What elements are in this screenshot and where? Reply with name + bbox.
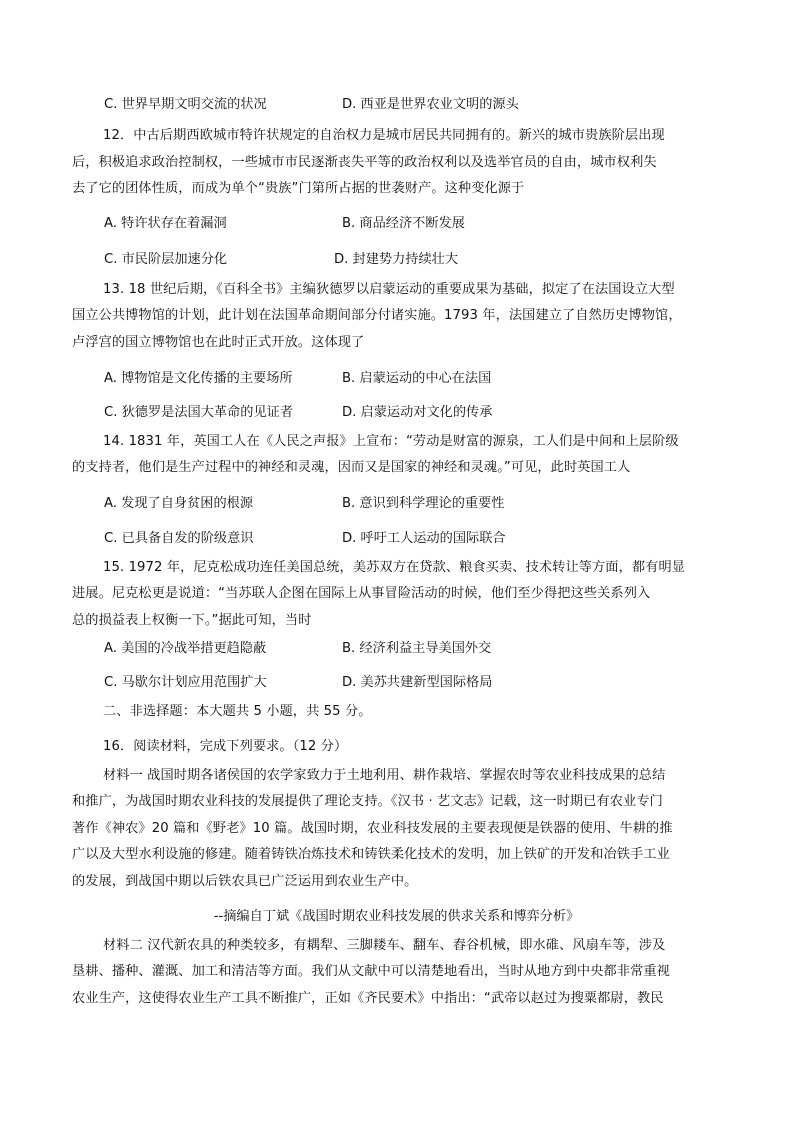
q14-option-b: B. 意识到科学理论的重要性 bbox=[342, 496, 505, 511]
q13-option-b: B. 启蒙运动的中心在法国 bbox=[342, 371, 492, 386]
q11-option-d: D. 西亚是世界农业文明的源头 bbox=[342, 97, 519, 112]
q13-option-c: C. 狄德罗是法国大革命的见证者 bbox=[104, 405, 294, 420]
q14-text-line-1: 14. 1831 年，英国工人在《人民之声报》上宣布：“劳动是财富的源泉，工人们是中间和上层阶级 bbox=[103, 434, 679, 449]
q16-material1-line-1: 材料一 战国时期各诸侯国的农学家致力于土地利用、耕作栽培、掌握农时等农业科技成果的总结 bbox=[103, 768, 666, 783]
q12-option-d: D. 封建势力持续壮大 bbox=[334, 252, 459, 267]
q16-material1-line-2: 和推广，为战国时期农业科技的发展提供了理论支持。《汉书 · 艺文志》记载，这一时期已有农业专门 bbox=[72, 794, 663, 809]
q13-text-line-3: 卢浮宫的国立博物馆也在此时正式开放。这体现了 bbox=[72, 335, 365, 350]
q11-option-c: C. 世界早期文明交流的状况 bbox=[104, 97, 267, 112]
q15-option-a: A. 美国的冷战举措更趋隐蔽 bbox=[104, 641, 267, 656]
q12-option-c: C. 市民阶层加速分化 bbox=[104, 252, 228, 267]
q13-option-d: D. 启蒙运动对文化的传承 bbox=[342, 405, 493, 420]
q16-material1-line-5: 的发展，到战国中期以后铁农具已广泛运用到农业生产中。 bbox=[72, 874, 418, 889]
q16-material1-line-4: 广以及大型水利设施的修建。随着铸铁冶炼技术和铸铁柔化技术的发明，加上铁矿的开发和冶铁手工业 bbox=[72, 847, 670, 862]
q13-option-a: A. 博物馆是文化传播的主要场所 bbox=[104, 371, 293, 386]
q16-title: 16．阅读材料，完成下列要求。（12 分） bbox=[103, 739, 348, 754]
q13-text-line-2: 国立公共博物馆的计划，此计划在法国革命期间部分付诸实施。1793 年，法国建立了自然历史博物馆， bbox=[72, 308, 682, 323]
q15-text-line-2: 进展。尼克松更是说道：“当苏联人企图在国际上从事冒险活动的时候，他们至少得把这些关系列入 bbox=[72, 586, 651, 601]
q16-material1-source: --摘编自丁斌《战国时期农业科技发展的供求关系和博弈分析》 bbox=[213, 909, 580, 924]
q15-option-b: B. 经济利益主导美国外交 bbox=[342, 641, 492, 656]
q14-text-line-2: 的支持者，他们是生产过程中的神经和灵魂，因而又是国家的神经和灵魂。”可见，此时英国工人 bbox=[72, 460, 631, 475]
q12-text-line-2: 后，积极追求政治控制权，一些城市市民逐渐丧失平等的政治权利以及选举官员的自由，城市权利失 bbox=[72, 155, 657, 170]
section-two-heading: 二、非选择题：本大题共 5 小题，共 55 分。 bbox=[103, 704, 372, 719]
q13-text-line-1: 13. 18 世纪后期，《百科全书》主编狄德罗以启蒙运动的重要成果为基础，拟定了在法国设立大型 bbox=[103, 282, 675, 297]
q15-text-line-1: 15. 1972 年，尼克松成功连任美国总统，美苏双方在贷款、粮食买卖、技术转让等方面，都有明显 bbox=[103, 560, 686, 575]
q14-option-d: D. 呼吁工人运动的国际联合 bbox=[342, 531, 506, 546]
q14-option-a: A. 发现了自身贫困的根源 bbox=[104, 496, 254, 511]
q16-material2-line-2: 垦耕、播种、灌溉、加工和清洁等方面。我们从文献中可以清楚地看出，当时从地方到中央都非常重视 bbox=[72, 964, 670, 979]
q16-material2-line-1: 材料二 汉代新农具的种类较多，有耦犁、三脚耧车、翻车、舂谷机械，即水碓、风扇车等，涉及 bbox=[103, 938, 666, 953]
q12-text-line-1: 12．中古后期西欧城市特许状规定的自治权力是城市居民共同拥有的。新兴的城市贵族阶层出现 bbox=[103, 128, 665, 143]
q12-option-a: A. 特许状存在着漏洞 bbox=[104, 216, 227, 231]
q15-text-line-3: 总的损益表上权衡一下。”据此可知，当时 bbox=[72, 613, 312, 628]
q14-option-c: C. 已具备自发的阶级意识 bbox=[104, 531, 254, 546]
q16-material1-line-3: 著作《神农》20 篇和《野老》10 篇。战国时期，农业科技发展的主要表现便是铁器的使用、牛耕的推 bbox=[72, 821, 673, 836]
q12-text-line-3: 去了它的团体性质，而成为单个“贵族”门第所占据的世袭财产。这种变化源于 bbox=[72, 181, 525, 196]
q15-option-d: D. 美苏共建新型国际格局 bbox=[342, 675, 493, 690]
q15-option-c: C. 马歇尔计划应用范围扩大 bbox=[104, 675, 267, 690]
q16-material2-line-3: 农业生产，这使得农业生产工具不断推广，正如《齐民要术》中指出：“武帝以赵过为搜粟都尉，教民 bbox=[72, 991, 664, 1006]
q12-option-b: B. 商品经济不断发展 bbox=[342, 216, 465, 231]
